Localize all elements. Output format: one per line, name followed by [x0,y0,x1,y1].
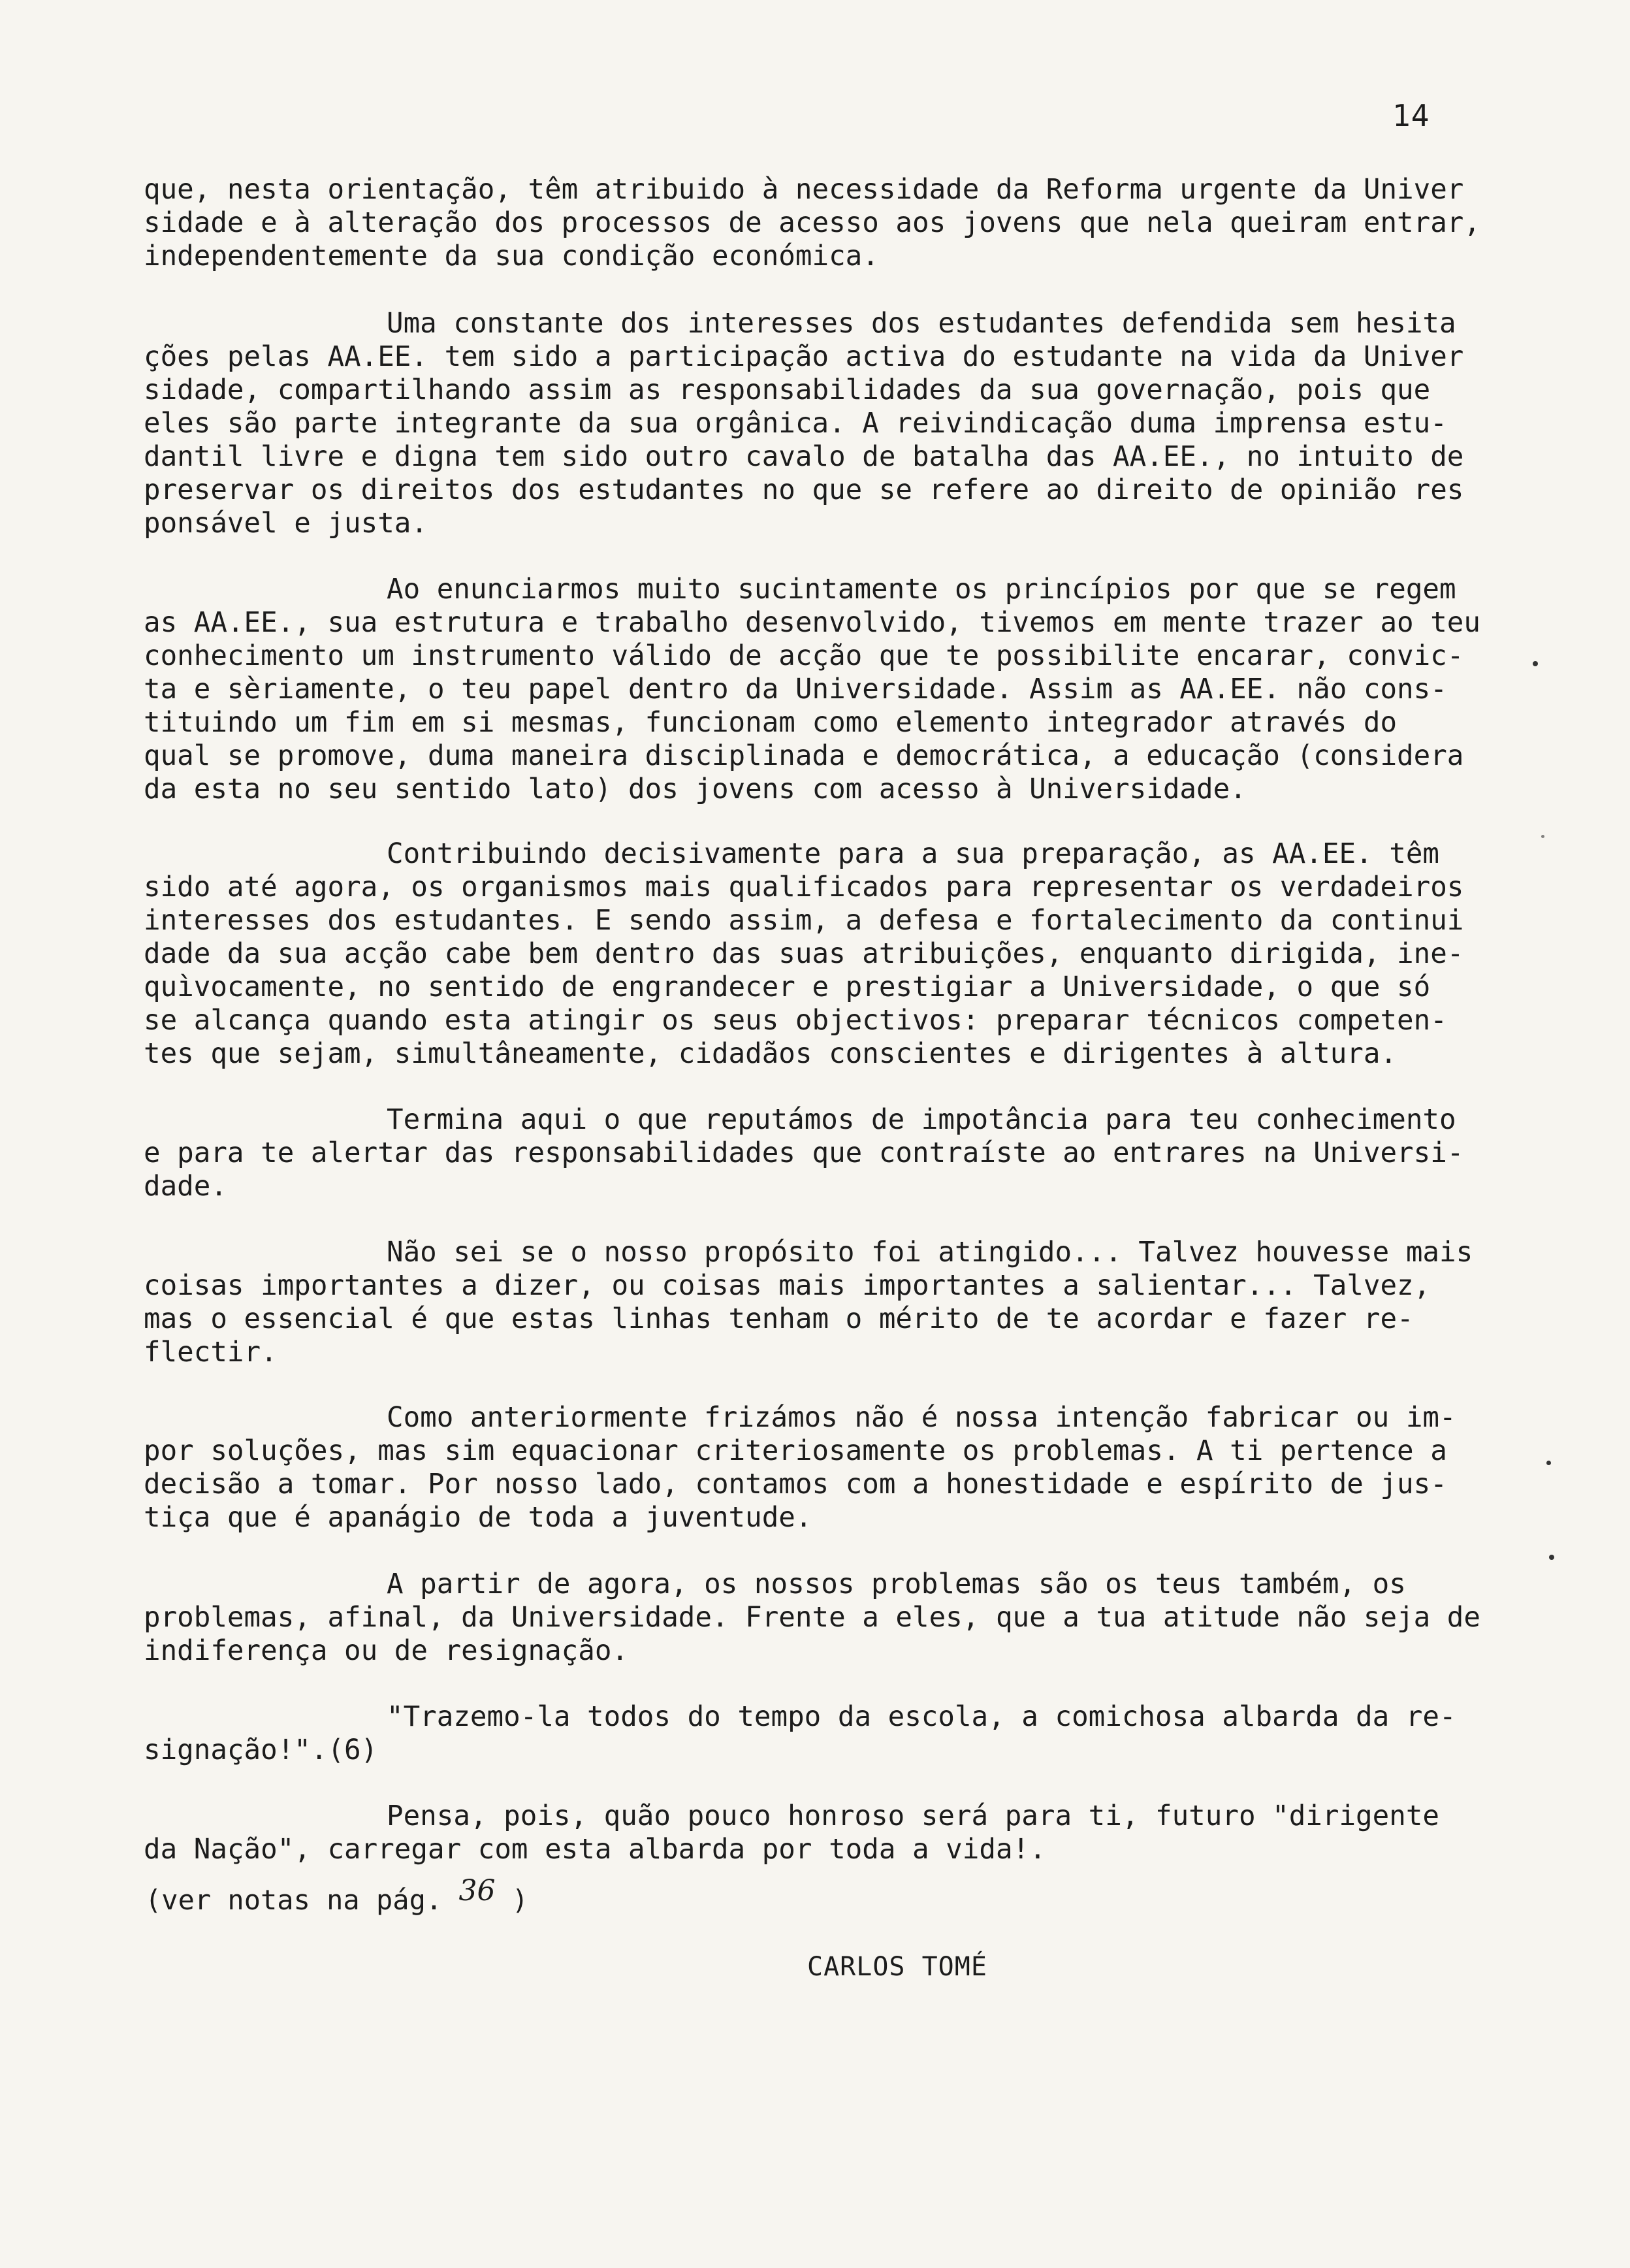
text-line: Ao enunciarmos muito sucintamente os princípios por que se regem [387,574,1456,606]
text-line: Não sei se o nosso propósito foi atingido... Talvez houvesse mais [387,1237,1473,1269]
text-line: tiça que é apanágio de toda a juventude. [144,1502,812,1534]
text-line: que, nesta orientação, têm atribuido à necessidade da Reforma urgente da Univer [144,174,1464,206]
text-line: tituindo um fim em si mesmas, funcionam como elemento integrador através do [144,707,1398,739]
text-line: mas o essencial é que estas linhas tenham o mérito de te acordar e fazer re- [144,1303,1414,1335]
text-line: independentemente da sua condição económica. [144,240,879,272]
text-line: da esta no seu sentido lato) dos jovens com acesso à Universidade. [144,773,1247,805]
text-line: Pensa, pois, quão pouco honroso será para ti, futuro "dirigente [387,1800,1439,1832]
text-line: indiferença ou de resignação. [144,1635,629,1667]
text-line: sidade e à alteração dos processos de acesso aos jovens que nela queiram entrar, [144,207,1480,239]
paragraph [144,1800,1443,1866]
paragraph [144,1401,1456,1534]
page-number: 14 [1392,98,1430,133]
text-line: interesses dos estudantes. E sendo assim, a defesa e fortalecimento da continui [144,905,1464,937]
text-line: ponsável e justa. [144,508,428,540]
text-line: dantil livre e digna tem sido outro cavalo de batalha das AA.EE., no intuito de [144,441,1464,473]
notes-prefix: (ver notas na pág. [145,1884,443,1916]
text-line: por soluções, mas sim equacionar criteriosamente os problemas. A ti pertence a [144,1435,1447,1467]
text-line: signação!".(6) [144,1734,378,1766]
text-line: eles são parte integrante da sua orgânica. A reivindicação duma imprensa estu- [144,408,1447,440]
text-line: Uma constante dos interesses dos estudantes defendida sem hesita [387,308,1456,340]
paragraph [144,1568,1480,1668]
text-line: se alcança quando esta atingir os seus objectivos: preparar técnicos competen- [144,1005,1447,1037]
scan-speck [1533,661,1538,666]
text-line: da Nação", carregar com esta albarda por toda a vida!. [144,1834,1046,1866]
text-line: ta e sèriamente, o teu papel dentro da Universidade. Assim as AA.EE. não cons- [144,673,1447,705]
text-line: as AA.EE., sua estrutura e trabalho desenvolvido, tivemos em mente trazer ao teu [144,607,1480,639]
text-line: problemas, afinal, da Universidade. Frente a eles, que a tua atitude não seja de [144,1602,1480,1634]
paragraph [144,307,1464,540]
text-line: dade. [144,1171,227,1203]
text-line: ções pelas AA.EE. tem sido a participação activa do estudante na vida da Univer [144,341,1464,373]
text-line: dade da sua acção cabe bem dentro das suas atribuições, enquanto dirigida, ine- [144,938,1464,970]
scan-speck [1549,1555,1554,1560]
notes-reference [145,1874,529,1917]
text-line: Contribuindo decisivamente para a sua preparação, as AA.EE. têm [387,838,1439,870]
text-line: e para te alertar das responsabilidades que contraíste ao entrares na Universi- [144,1137,1464,1169]
scan-speck [1541,835,1544,838]
text-line: tes que sejam, simultâneamente, cidadãos conscientes e dirigentes à altura. [144,1038,1398,1070]
notes-page-number: 36 [458,1874,496,1907]
text-line: A partir de agora, os nossos problemas são os teus também, os [387,1568,1406,1600]
text-line: conhecimento um instrumento válido de acção que te possibilite encarar, convic- [144,640,1464,672]
paragraph [144,1103,1464,1203]
text-line: coisas importantes a dizer, ou coisas mais importantes a salientar... Talvez, [144,1270,1431,1302]
paragraph [144,1700,1456,1767]
text-line: quìvocamente, no sentido de engrandecer e prestigiar a Universidade, o que só [144,971,1431,1003]
notes-suffix: ) [511,1884,529,1916]
text-line: preservar os direitos dos estudantes no que se refere ao direito de opinião res [144,474,1464,506]
text-line: sidade, compartilhando assim as responsabilidades da sua governação, pois que [144,374,1431,406]
paragraph [144,173,1480,273]
text-line: decisão a tomar. Por nosso lado, contamos com a honestidade e espírito de jus- [144,1468,1447,1500]
scan-speck [1546,1461,1551,1465]
text-line: Termina aqui o que reputámos de impotância para teu conhecimento [387,1104,1456,1136]
text-line: flectir. [144,1336,278,1369]
text-line: qual se promove, duma maneira disciplinada e democrática, a educação (considera [144,740,1464,772]
author-signature: CARLOS TOMÉ [807,1952,987,1982]
paragraph [144,573,1480,806]
paragraph [144,1236,1473,1369]
text-line: "Trazemo-la todos do tempo da escola, a comichosa albarda da re- [387,1701,1456,1733]
paragraph [144,837,1464,1071]
text-line: Como anteriormente frizámos não é nossa intenção fabricar ou im- [387,1402,1456,1434]
text-line: sido até agora, os organismos mais qualificados para representar os verdadeiros [144,871,1464,903]
